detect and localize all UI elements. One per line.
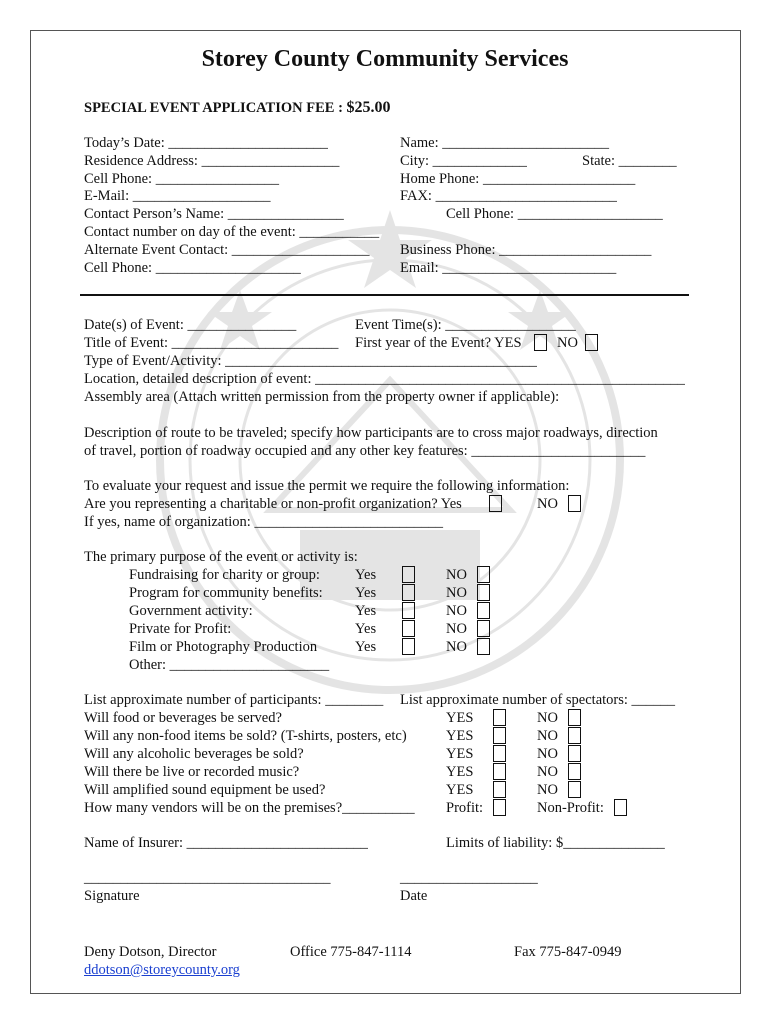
director-name: Deny Dotson, Director bbox=[84, 944, 217, 960]
residence-address-field[interactable]: Residence Address: ___________________ bbox=[84, 153, 340, 169]
purpose-yes-checkbox[interactable] bbox=[402, 584, 415, 601]
todays-date-field[interactable]: Today’s Date: ______________________ bbox=[84, 135, 328, 151]
purpose-yes-label: Yes bbox=[355, 585, 377, 601]
purpose-label: Fundraising for charity or group: bbox=[129, 567, 320, 583]
purpose-no-checkbox[interactable] bbox=[477, 638, 490, 655]
question-yes-checkbox[interactable] bbox=[493, 763, 506, 780]
state-field[interactable]: State: ________ bbox=[582, 153, 677, 169]
nonprofit-question: Are you representing a charitable or non-profit organization? Yes bbox=[84, 496, 462, 512]
question-label: Will any alcoholic beverages be sold? bbox=[84, 746, 304, 762]
business-phone-field[interactable]: Business Phone: _____________________ bbox=[400, 242, 652, 258]
question-yes-label: YES bbox=[446, 746, 474, 762]
assembly-area-label: Assembly area (Attach written permission from the property owner if applicable): bbox=[84, 389, 560, 405]
home-phone-field[interactable]: Home Phone: _____________________ bbox=[400, 171, 636, 187]
signature-label: Signature bbox=[84, 888, 140, 904]
question-no-label: NO bbox=[537, 782, 558, 798]
day-of-event-contact-field[interactable]: Contact number on day of the event: ___________ bbox=[84, 224, 380, 240]
first-year-label: First year of the Event? YES bbox=[355, 335, 522, 351]
question-yes-checkbox[interactable] bbox=[493, 709, 506, 726]
contact-person-field[interactable]: Contact Person’s Name: ________________ bbox=[84, 206, 344, 222]
nonprofit-no-label: NO bbox=[537, 496, 558, 512]
question-no-label: NO bbox=[537, 728, 558, 744]
date-label: Date bbox=[400, 888, 428, 904]
route-description-label: Description of route to be traveled; specify how participants are to cross major roadways, direction bbox=[84, 425, 658, 441]
question-no-checkbox[interactable] bbox=[568, 709, 581, 726]
office-phone: Office 775-847-1114 bbox=[290, 944, 412, 960]
fax-number: Fax 775-847-0949 bbox=[514, 944, 622, 960]
participants-field[interactable]: List approximate number of participants: ________ bbox=[84, 692, 384, 708]
page-title: Storey County Community Services bbox=[201, 46, 569, 72]
date-line[interactable]: ___________________ bbox=[400, 870, 538, 886]
event-type-field[interactable]: Type of Event/Activity: ___________________________________________ bbox=[84, 353, 537, 369]
signature-line[interactable]: __________________________________ bbox=[84, 870, 331, 886]
city-field[interactable]: City: _____________ bbox=[400, 153, 527, 169]
cell-phone-field[interactable]: Cell Phone: _________________ bbox=[84, 171, 279, 187]
profit-label: Profit: bbox=[446, 800, 484, 816]
event-times-field[interactable]: Event Time(s): __________________ bbox=[355, 317, 576, 333]
contact-cell-phone-field[interactable]: Cell Phone: ____________________ bbox=[446, 206, 663, 222]
first-year-yes-checkbox[interactable] bbox=[534, 334, 547, 351]
director-email-link[interactable]: ddotson@storeycounty.org bbox=[84, 962, 240, 978]
purpose-no-label: NO bbox=[446, 567, 467, 583]
question-no-label: NO bbox=[537, 746, 558, 762]
nonprofit-no-checkbox[interactable] bbox=[568, 495, 581, 512]
question-yes-checkbox[interactable] bbox=[493, 745, 506, 762]
purpose-yes-label: Yes bbox=[355, 603, 377, 619]
question-no-label: NO bbox=[537, 710, 558, 726]
question-yes-checkbox[interactable] bbox=[493, 781, 506, 798]
question-label: Will food or beverages be served? bbox=[84, 710, 282, 726]
route-description-field[interactable]: of travel, portion of roadway occupied and any other key features: ________________________ bbox=[84, 443, 646, 459]
question-yes-label: YES bbox=[446, 710, 474, 726]
purpose-no-checkbox[interactable] bbox=[477, 602, 490, 619]
purpose-no-label: NO bbox=[446, 603, 467, 619]
event-title-field[interactable]: Title of Event: _______________________ bbox=[84, 335, 339, 351]
profit-checkbox[interactable] bbox=[493, 799, 506, 816]
nonprofit-yes-checkbox[interactable] bbox=[489, 495, 502, 512]
purpose-label: Private for Profit: bbox=[129, 621, 232, 637]
purpose-other-field[interactable]: Other: ______________________ bbox=[129, 657, 330, 673]
question-no-checkbox[interactable] bbox=[568, 727, 581, 744]
fax-field[interactable]: FAX: _________________________ bbox=[400, 188, 617, 204]
purpose-no-label: NO bbox=[446, 621, 467, 637]
purpose-yes-label: Yes bbox=[355, 567, 377, 583]
question-yes-checkbox[interactable] bbox=[493, 727, 506, 744]
purpose-no-checkbox[interactable] bbox=[477, 620, 490, 637]
spectators-field[interactable]: List approximate number of spectators: ______ bbox=[400, 692, 676, 708]
fee-amount: $25.00 bbox=[346, 99, 391, 116]
application-fee bbox=[84, 97, 391, 119]
purpose-no-checkbox[interactable] bbox=[477, 566, 490, 583]
purpose-no-label: NO bbox=[446, 639, 467, 655]
purpose-yes-label: Yes bbox=[355, 621, 377, 637]
purpose-yes-checkbox[interactable] bbox=[402, 602, 415, 619]
alternate-contact-field[interactable]: Alternate Event Contact: ___________________ bbox=[84, 242, 370, 258]
fee-label: SPECIAL EVENT APPLICATION FEE : bbox=[84, 100, 347, 116]
question-yes-label: YES bbox=[446, 782, 474, 798]
purpose-label: Film or Photography Production bbox=[129, 639, 318, 655]
name-field[interactable]: Name: _______________________ bbox=[400, 135, 610, 151]
purpose-yes-checkbox[interactable] bbox=[402, 566, 415, 583]
alternate-email-field[interactable]: Email: ________________________ bbox=[400, 260, 617, 276]
liability-limit-field[interactable]: Limits of liability: $______________ bbox=[446, 835, 665, 851]
question-yes-label: YES bbox=[446, 764, 474, 780]
vendors-field[interactable]: How many vendors will be on the premises?__________ bbox=[84, 800, 415, 816]
first-year-no-checkbox[interactable] bbox=[585, 334, 598, 351]
question-label: Will any non-food items be sold? (T-shirts, posters, etc) bbox=[84, 728, 407, 744]
first-year-no-label: NO bbox=[557, 335, 578, 351]
insurer-name-field[interactable]: Name of Insurer: _________________________ bbox=[84, 835, 368, 851]
question-label: Will there be live or recorded music? bbox=[84, 764, 300, 780]
purpose-yes-checkbox[interactable] bbox=[402, 620, 415, 637]
event-location-field[interactable]: Location, detailed description of event: ___________________________________________________ bbox=[84, 371, 685, 387]
question-no-checkbox[interactable] bbox=[568, 781, 581, 798]
organization-name-field[interactable]: If yes, name of organization: __________________________ bbox=[84, 514, 443, 530]
question-no-label: NO bbox=[537, 764, 558, 780]
question-no-checkbox[interactable] bbox=[568, 745, 581, 762]
question-label: Will amplified sound equipment be used? bbox=[84, 782, 326, 798]
question-no-checkbox[interactable] bbox=[568, 763, 581, 780]
purpose-no-checkbox[interactable] bbox=[477, 584, 490, 601]
evaluation-intro: To evaluate your request and issue the permit we require the following information: bbox=[84, 478, 570, 494]
purpose-yes-checkbox[interactable] bbox=[402, 638, 415, 655]
question-yes-label: YES bbox=[446, 728, 474, 744]
nonprofit-vendor-checkbox[interactable] bbox=[614, 799, 627, 816]
nonprofit-vendor-label: Non-Profit: bbox=[537, 800, 604, 816]
purpose-no-label: NO bbox=[446, 585, 467, 601]
purpose-heading: The primary purpose of the event or activity is: bbox=[84, 549, 358, 565]
event-dates-field[interactable]: Date(s) of Event: _______________ bbox=[84, 317, 297, 333]
purpose-yes-label: Yes bbox=[355, 639, 377, 655]
section-divider bbox=[80, 294, 689, 296]
purpose-label: Government activity: bbox=[129, 603, 253, 619]
purpose-label: Program for community benefits: bbox=[129, 585, 323, 601]
alternate-cell-phone-field[interactable]: Cell Phone: ____________________ bbox=[84, 260, 301, 276]
email-field[interactable]: E-Mail: ___________________ bbox=[84, 188, 271, 204]
